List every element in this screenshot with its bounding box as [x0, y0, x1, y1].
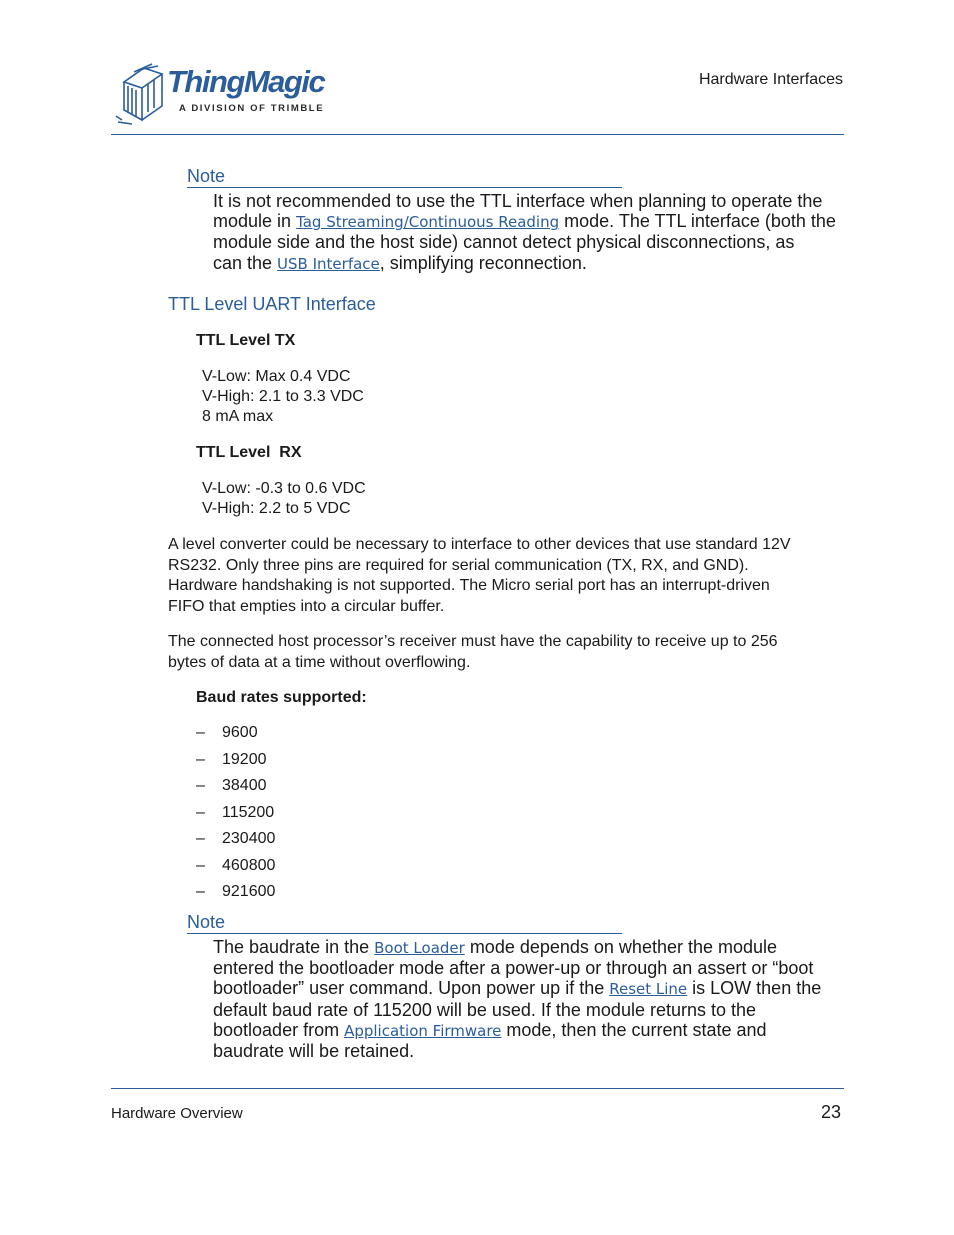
- baud-value: 921600: [222, 883, 276, 900]
- header-rule: [111, 134, 844, 135]
- dash-bullet: –: [196, 750, 205, 768]
- list-item: [196, 776, 275, 803]
- note-body: [213, 191, 843, 274]
- footer-chapter: Hardware Overview: [111, 1105, 243, 1122]
- para-line: A level converter could be necessary to interface to other devices that use standard 12V: [168, 536, 791, 553]
- note-body: [213, 937, 843, 1061]
- para-line: bytes of data at a time without overflowing.: [168, 653, 471, 671]
- dash-bullet: –: [196, 803, 205, 821]
- baud-rate-list: [196, 723, 275, 909]
- list-item: [196, 829, 275, 856]
- note-line: entered the bootloader mode after a power-up or through an assert or “boot: [213, 958, 814, 979]
- running-header: Hardware Interfaces: [698, 71, 843, 88]
- baud-value: 19200: [222, 750, 267, 768]
- usb-interface-link[interactable]: USB Interface: [277, 254, 380, 273]
- page-number: 23: [820, 1102, 841, 1122]
- list-item: [196, 750, 275, 777]
- rx-specs: [202, 479, 366, 519]
- baud-value: 230400: [222, 830, 276, 847]
- level-converter-paragraph: [168, 535, 848, 617]
- dash-bullet: –: [196, 830, 205, 847]
- spec-line: V-High: 2.2 to 5 VDC: [202, 500, 351, 518]
- tx-heading: TTL Level TX: [196, 332, 296, 349]
- note-title: Note: [187, 912, 226, 932]
- baud-value: 38400: [222, 777, 267, 794]
- spec-line: 8 mA max: [202, 408, 274, 426]
- spec-line: V-Low: Max 0.4 VDC: [202, 368, 351, 385]
- boot-loader-link[interactable]: Boot Loader: [374, 939, 465, 957]
- logo-tagline: A DIVISION OF TRIMBLE: [179, 103, 325, 114]
- baud-value: 460800: [222, 856, 276, 874]
- section-heading: TTL Level UART Interface: [168, 294, 376, 314]
- dash-bullet: –: [196, 856, 205, 874]
- note-line: module side and the host side) cannot detect physical disconnections, as: [213, 232, 795, 253]
- chip-stack-icon: [114, 62, 170, 126]
- list-item: [196, 723, 275, 750]
- spec-line: V-Low: -0.3 to 0.6 VDC: [202, 480, 366, 497]
- note-rule: [187, 187, 622, 188]
- dash-bullet: –: [196, 777, 205, 794]
- note-line: The baudrate in the Boot Loader mode depends on whether the module: [213, 937, 778, 957]
- note-line: module in Tag Streaming/Continuous Reading mode. The TTL interface (both the: [213, 211, 836, 232]
- logo-wordmark: ThingMagic: [167, 64, 325, 99]
- note-line: baudrate will be retained.: [213, 1041, 415, 1062]
- tag-streaming-link[interactable]: Tag Streaming/Continuous Reading: [296, 213, 560, 232]
- list-item: [196, 803, 275, 830]
- note-line: bootloader from Application Firmware mode, then the current state and: [213, 1019, 767, 1040]
- dash-bullet: –: [196, 883, 205, 900]
- host-processor-paragraph: [168, 632, 848, 673]
- reset-line-link[interactable]: Reset Line: [609, 980, 688, 999]
- footer-rule: [111, 1088, 844, 1089]
- note-title: Note: [187, 166, 226, 186]
- list-item: [196, 856, 275, 883]
- note-line: default baud rate of 115200 will be used. If the module returns to the: [213, 999, 757, 1020]
- application-firmware-link[interactable]: Application Firmware: [344, 1021, 502, 1040]
- para-line: The connected host processor’s receiver must have the capability to receive up to 256: [168, 633, 778, 650]
- note-line: can the USB Interface, simplifying reconnection.: [213, 252, 587, 273]
- list-item: [196, 882, 275, 909]
- baud-value: 9600: [222, 724, 258, 741]
- spec-line: V-High: 2.1 to 3.3 VDC: [202, 388, 364, 406]
- para-line: FIFO that empties into a circular buffer.: [168, 597, 445, 615]
- rx-heading: TTL Level RX: [196, 444, 302, 461]
- note-line: It is not recommended to use the TTL interface when planning to operate the: [213, 191, 823, 211]
- note-rule: [187, 933, 622, 934]
- tx-specs: [202, 367, 364, 428]
- baud-value: 115200: [222, 803, 275, 821]
- note-line: bootloader” user command. Upon power up if the Reset Line is LOW then the: [213, 978, 822, 999]
- baud-heading: Baud rates supported:: [196, 689, 367, 706]
- dash-bullet: –: [196, 724, 205, 741]
- para-line: Hardware handshaking is not supported. The Micro serial port has an interrupt-driven: [168, 577, 770, 594]
- para-line: RS232. Only three pins are required for serial communication (TX, RX, and GND).: [168, 556, 749, 574]
